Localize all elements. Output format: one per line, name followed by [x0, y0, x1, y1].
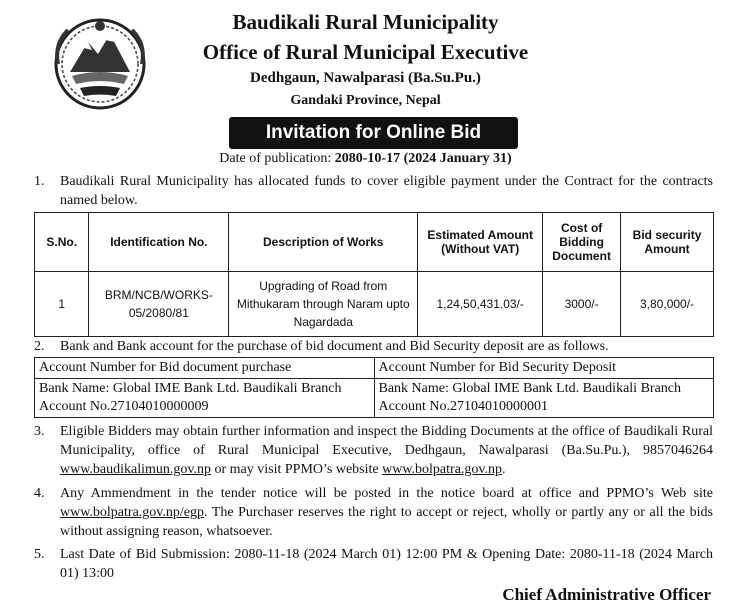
office-name: Office of Rural Municipal Executive [202, 40, 529, 64]
item-4-text-b: . The Purchaser reserves the right to accept or reject, wholly or partly any or all the bids without assigning reason, whatsoever. [60, 505, 713, 539]
ppmo-website-link[interactable]: www.bolpatra.gov.np [382, 462, 503, 477]
accounts-table [34, 357, 714, 418]
item-4-text [60, 484, 713, 541]
province-line: Gandaki Province, Nepal [290, 93, 441, 108]
notice-header [0, 0, 731, 160]
publication-label: Date of publication: [219, 151, 332, 166]
publication-date [0, 151, 731, 167]
table-row [35, 379, 714, 418]
item-4-text-a: Any Ammendment in the tender notice will be posted in the notice board at office and PPMO’s Web site [60, 486, 713, 501]
municipality-website-link[interactable]: www.baudikalimun.gov.np [60, 462, 211, 477]
account-left-title: Account Number for Bid document purchase [35, 358, 375, 379]
item-3-text-b: or may visit PPMO’s website [211, 462, 383, 477]
item-number: 4. [34, 486, 45, 501]
cell-sno: 1 [35, 272, 89, 337]
account-left-bank: Bank Name: Global IME Bank Ltd. Baudikali Branch [39, 381, 342, 396]
publication-value: 2080-10-17 (2024 January 31) [334, 151, 512, 166]
egp-website-link[interactable]: www.bolpatra.gov.np/egp [60, 505, 204, 520]
account-left-number: Account No.27104010000009 [39, 399, 209, 414]
works-table [34, 212, 714, 337]
account-right-detail [374, 379, 714, 418]
cell-cost: 3000/- [543, 272, 621, 337]
invitation-badge: Invitation for Online Bid [229, 117, 518, 149]
table-row [35, 358, 714, 379]
item-2-text: Bank and Bank account for the purchase of bid document and Bid Security deposit are as follows. [60, 339, 609, 354]
address-line: Dedhgaun, Nawalparasi (Ba.Su.Pu.) [250, 70, 481, 86]
account-left-detail [35, 379, 375, 418]
municipality-name: Baudikali Rural Municipality [232, 10, 499, 34]
signature-title: Chief Administrative Officer [502, 585, 711, 604]
item-3-text [60, 422, 713, 479]
table-row [35, 272, 714, 337]
item-1-text: Baudikali Rural Municipality has allocated funds to cover eligible payment under the Contract for the contracts named below. [60, 174, 713, 208]
item-number: 1. [34, 174, 45, 189]
account-right-number: Account No.27104010000001 [378, 399, 549, 414]
col-header-estimated: Estimated Amount (Without VAT) [418, 213, 543, 272]
item-5-text: Last Date of Bid Submission: 2080-11-18 (2024 March 01) 12:00 PM & Opening Date: 2080-11-18 (2024 March 01) 13:00 [60, 547, 713, 581]
cell-estimated: 1,24,50,431.03/- [418, 272, 543, 337]
item-3-text-a: Eligible Bidders may obtain further information and inspect the Bidding Documents at the office of Baudikali Rural Municipality, office of Rural Municipal Executive, Dedhgaun, Nawalparasi (Ba.Su.Pu.), 9857046264 [60, 424, 713, 458]
col-header-description: Description of Works [229, 213, 418, 272]
cell-security: 3,80,000/- [621, 272, 714, 337]
col-header-cost: Cost of Bidding Document [543, 213, 621, 272]
item-number: 3. [34, 424, 45, 439]
col-header-sno: S.No. [35, 213, 89, 272]
col-header-security: Bid security Amount [621, 213, 714, 272]
item-number: 5. [34, 547, 45, 562]
account-right-title: Account Number for Bid Security Deposit [374, 358, 714, 379]
item-3-text-c: . [502, 462, 506, 477]
col-header-id: Identification No. [89, 213, 229, 272]
cell-id: BRM/NCB/WORKS-05/2080/81 [89, 272, 229, 337]
account-right-bank: Bank Name: Global IME Bank Ltd. Baudikali Branch [378, 381, 681, 396]
cell-description: Upgrading of Road from Mithukaram through Naram upto Nagardada [229, 272, 418, 337]
table-header-row [35, 213, 714, 272]
item-number: 2. [34, 339, 45, 354]
